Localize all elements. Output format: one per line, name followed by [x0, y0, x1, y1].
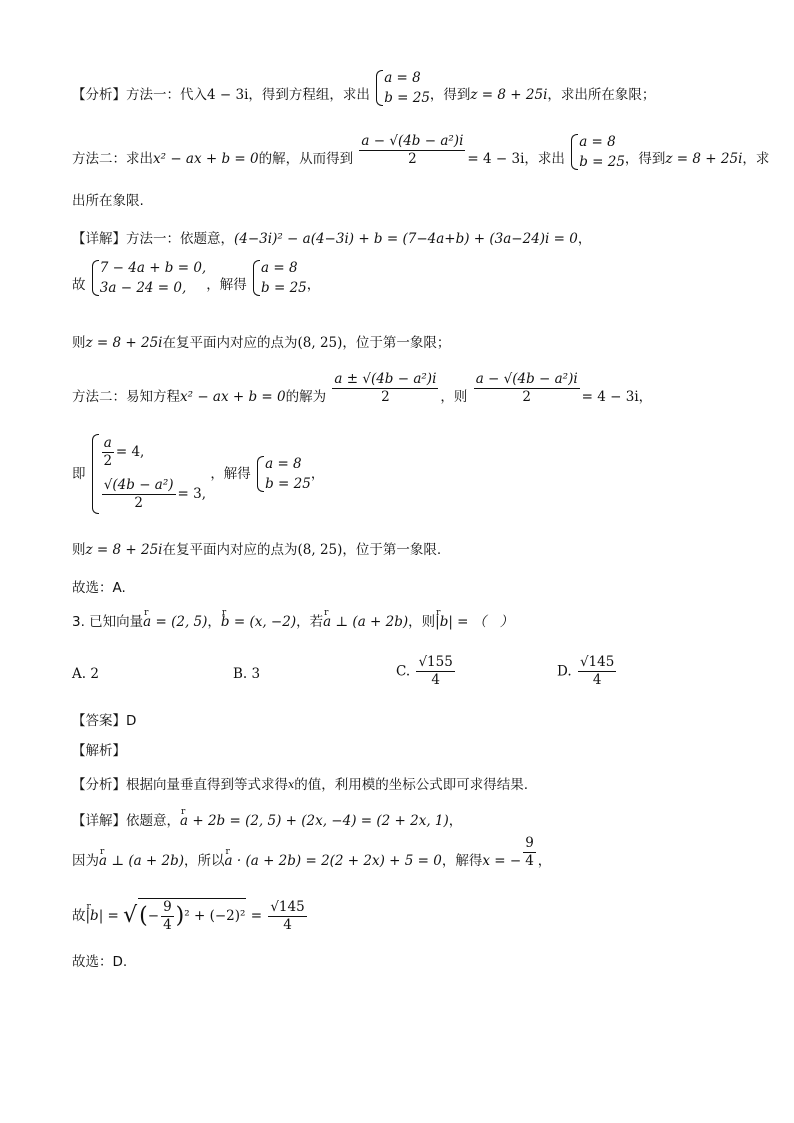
eq: a = 8	[265, 456, 302, 472]
system-brace	[251, 258, 307, 298]
math: r a + 2b = (2, 5) + (2x, −4) = (2 + 2x, 1)	[180, 812, 449, 830]
option-c[interactable]	[396, 654, 457, 689]
question-3-stem	[72, 613, 513, 631]
eq	[100, 472, 206, 516]
text: 则	[72, 335, 86, 351]
paren: )	[175, 903, 185, 929]
fraction	[102, 477, 176, 512]
text: 在复平面内对应的点为	[162, 542, 298, 558]
detail-line-4	[72, 370, 653, 406]
analysis-line-2	[72, 132, 770, 172]
math: = 4,	[115, 444, 145, 460]
detail-tag: 【详解】	[72, 813, 126, 829]
answer-label: 【答案】D	[72, 713, 137, 729]
system-brace	[255, 454, 311, 494]
text: ，位于第一象限.	[342, 542, 442, 558]
choose-d: 故选：D.	[72, 954, 128, 970]
math: (8, 25)	[297, 335, 343, 351]
denominator: 4	[431, 672, 440, 688]
text: 的解为	[285, 389, 327, 405]
text: ，求	[742, 151, 770, 167]
math: r a ⊥ (a + 2b)	[99, 852, 184, 870]
fraction	[474, 371, 580, 406]
text: ，	[207, 614, 221, 630]
text: 3. 已知向量	[72, 614, 144, 630]
radicand: (− $\frac{9}{4}$ )² + (−2)²	[139, 899, 246, 933]
text: ，位于第一象限；	[342, 335, 451, 351]
numerator: √(4b − a²)	[103, 477, 174, 493]
analysis-2	[72, 776, 528, 794]
math: r a ⊥ (a + 2b)	[323, 613, 408, 631]
text: 方法二：易知方程	[72, 389, 180, 405]
fraction	[102, 435, 114, 470]
text: 根据向量垂直得到等式求得	[126, 777, 288, 793]
text: 方法一：代入	[126, 87, 207, 103]
eq: a = 8	[261, 260, 298, 276]
math: x² − ax + b = 0	[153, 151, 259, 167]
math: 4 − 3i	[207, 87, 249, 103]
text: ，若	[296, 614, 324, 630]
math: r |b| =	[86, 907, 119, 925]
denominator: 2	[381, 388, 390, 405]
detail-line-6	[72, 541, 441, 559]
denominator: 2	[522, 388, 531, 405]
text: ，得到方程组，求出	[248, 87, 370, 103]
text: 故	[72, 908, 86, 924]
option-b[interactable]: B. 3	[233, 666, 261, 682]
system-brace	[90, 258, 206, 298]
analysis-tag: 【分析】	[72, 777, 126, 793]
numerator: 9	[525, 834, 534, 851]
denominator: 2	[103, 453, 113, 469]
eq	[100, 432, 206, 472]
text: ，解得	[441, 853, 483, 869]
system-brace	[374, 68, 430, 108]
text: ，解得	[210, 466, 251, 482]
choose-a: 故选：A.	[72, 580, 126, 596]
math: r a = (2, 5)	[143, 613, 207, 631]
text: ，则	[408, 614, 436, 630]
numerator: a	[103, 435, 112, 451]
math: r a · (a + 2b) = 2(2 + 2x) + 5 = 0	[225, 852, 442, 870]
text: 因为	[72, 853, 99, 869]
math: (8, 25)	[297, 542, 343, 558]
fraction	[416, 654, 454, 689]
eq: a = 8	[579, 134, 616, 150]
numerator: 9	[163, 899, 172, 915]
fraction	[359, 133, 465, 168]
text: ，所以	[184, 853, 225, 869]
math: = 3,	[177, 486, 207, 502]
text: ，	[577, 231, 592, 247]
paren: (	[139, 903, 148, 929]
text: 故	[72, 277, 86, 293]
text: 依题意，	[126, 813, 180, 829]
analysis-line-3: 出所在象限.	[72, 193, 144, 209]
numerator: a − √(4b − a²)i	[361, 132, 464, 149]
math: ² + (−2)²	[184, 908, 246, 924]
math: z = 8 + 25i	[85, 542, 163, 558]
math: = 4 − 3i	[581, 389, 639, 405]
math: z = 8 + 25i	[665, 151, 743, 167]
eq: b = 25	[384, 90, 430, 106]
denominator: 4	[163, 917, 172, 933]
eq: 3a − 24 = 0,	[99, 280, 187, 296]
system-brace	[569, 132, 625, 172]
option-d[interactable]	[557, 654, 618, 689]
detail-2-line-3	[72, 898, 309, 934]
jiexi-label: 【解析】	[72, 743, 126, 759]
analysis-line-1	[72, 70, 656, 108]
sqrt-sign: √	[123, 903, 138, 928]
detail-line-3	[72, 334, 450, 352]
numerator: a − √(4b − a²)i	[475, 370, 578, 387]
text: 则	[72, 542, 86, 558]
label: C.	[396, 663, 411, 680]
text: ，	[310, 466, 325, 482]
text: ，	[306, 277, 321, 293]
detail-line-1	[72, 230, 591, 248]
detail-2-line-2	[72, 834, 552, 870]
math: r b = (x, −2)	[221, 613, 296, 631]
text: ，得到	[429, 87, 471, 103]
math: r |b| = （ ）	[435, 613, 513, 631]
text: ，求出所在象限；	[547, 87, 656, 103]
text: ，解得	[206, 277, 247, 293]
math: z = 8 + 25i	[85, 335, 163, 351]
text: 的值，利用模的坐标公式即可求得结果.	[294, 777, 529, 793]
fraction	[332, 371, 438, 406]
eq: a = 8	[384, 70, 421, 86]
text: 在复平面内对应的点为	[162, 335, 298, 351]
system-brace	[90, 432, 206, 516]
text: ，得到	[624, 151, 666, 167]
text: ，求出	[524, 151, 565, 167]
math: x = −	[482, 853, 522, 869]
text: 即	[72, 466, 86, 482]
denominator: 4	[592, 672, 602, 688]
eq: 7 − 4a + b = 0,	[99, 260, 207, 276]
detail-2-line-1	[72, 812, 462, 830]
analysis-tag: 【分析】	[72, 87, 126, 103]
text: ，	[638, 389, 653, 405]
text: ，则	[440, 389, 468, 405]
detail-line-5	[72, 432, 324, 516]
denominator: 4	[525, 852, 534, 869]
fraction	[523, 835, 536, 870]
denominator: 2	[408, 150, 417, 167]
numerator: a ± √(4b − a²)i	[334, 370, 437, 387]
fraction	[578, 654, 616, 689]
numerator: √145	[579, 654, 615, 670]
eq: b = 25	[579, 154, 625, 170]
numerator: √145	[270, 898, 305, 915]
denominator: 4	[283, 916, 292, 933]
fraction	[161, 899, 174, 934]
denominator: 2	[134, 495, 143, 511]
math: x² − ax + b = 0	[180, 389, 286, 405]
option-a[interactable]: A. 2	[72, 666, 99, 682]
text: 方法二：求出	[72, 151, 153, 167]
text: 的解，从而得到	[258, 151, 354, 167]
label: D.	[557, 663, 572, 680]
text: ，	[537, 853, 552, 869]
numerator: √155	[418, 654, 453, 670]
detail-line-2	[72, 260, 321, 298]
math: x	[288, 778, 295, 791]
math: z = 8 + 25i	[470, 87, 548, 103]
equals: =	[250, 908, 263, 924]
eq: b = 25	[261, 280, 307, 296]
text: 方法一：依题意，	[126, 231, 234, 247]
fraction	[268, 899, 306, 934]
text: ，	[448, 813, 463, 829]
eq: b = 25	[265, 476, 311, 492]
math: = 4 − 3i	[467, 151, 525, 167]
detail-tag: 【详解】	[72, 231, 126, 247]
math: (4−3i)² − a(4−3i) + b = (7−4a+b) + (3a−24)i = 0	[234, 231, 578, 247]
